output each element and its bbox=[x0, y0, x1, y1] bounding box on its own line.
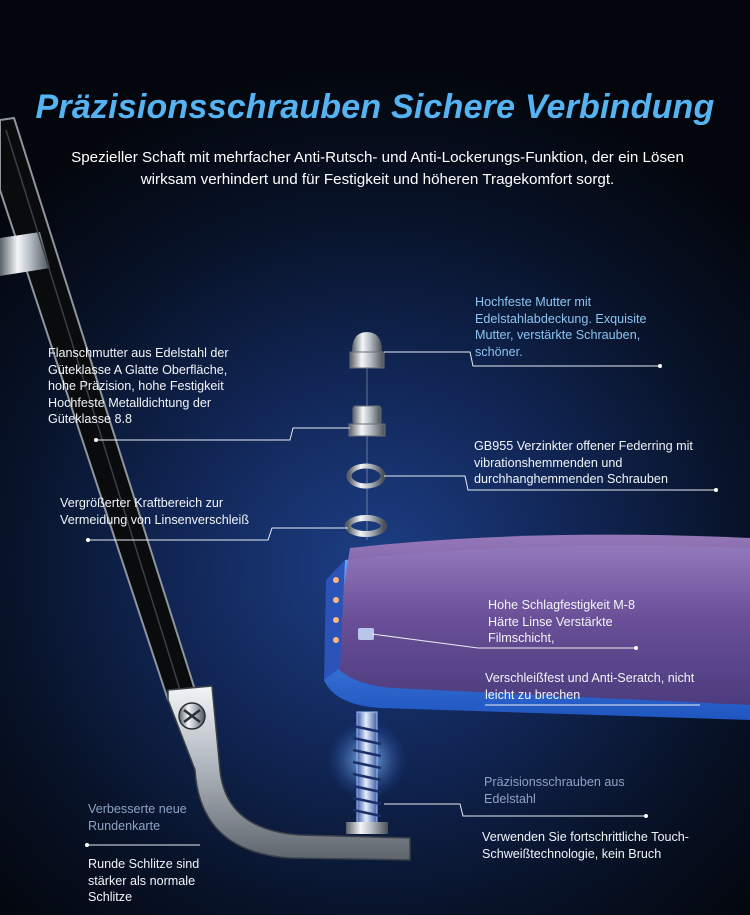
callout-flat-washer: Vergrößerter Kraftbereich zur Vermeidung von Linsenverschleiß bbox=[60, 496, 250, 527]
spring-washer-icon bbox=[349, 466, 383, 486]
callout-screw: Präzisionsschrauben aus Edelstahl bbox=[484, 775, 625, 806]
callout-spring-washer: GB955 Verzinkter offener Federring mit vibrationshemmenden und durchhanghemmenden Schrauben bbox=[474, 439, 693, 487]
callout-welding: Verwenden Sie fortschrittliche Touch-Schweißtechnologie, kein Bruch bbox=[482, 830, 689, 861]
flange-nut-icon bbox=[349, 406, 385, 436]
page-subtitle: Spezieller Schaft mit mehrfacher Anti-Rutsch- und Anti-Lockerungs-Funktion, der ein Lösen wirksam verhindert und für Festigkeit und höheren Tragekomfort sorgt. bbox=[71, 149, 684, 188]
page-title: Präzisionsschrauben Sichere Verbindung bbox=[35, 88, 715, 126]
callout-flange-nut: Flanschmutter aus Edelstahl der Güteklasse A Glatte Oberfläche, hohe Präzision, hohe Festigkeit Hochfeste Metalldichtung der Güteklasse 8.8 bbox=[48, 346, 229, 427]
callout-lens-wear: Verschleißfest und Anti-Seratch, nicht leicht zu brechen bbox=[485, 671, 695, 702]
callout-cap-nut: Hochfeste Mutter mit Edelstahlabdeckung. Exquisite Mutter, verstärkte Schrauben, schöner. bbox=[475, 295, 647, 359]
callout-slots: Runde Schlitze sind stärker als normale Schlitze bbox=[88, 857, 200, 905]
flat-washer-icon bbox=[348, 518, 384, 534]
callout-card: Verbesserte neue Rundenkarte bbox=[88, 802, 187, 833]
cap-nut-icon bbox=[350, 332, 384, 368]
screw-icon bbox=[327, 712, 407, 834]
callout-lens-impact: Hohe Schlagfestigkeit M-8 Härte Linse Verstärkte Filmschicht, bbox=[488, 598, 635, 646]
